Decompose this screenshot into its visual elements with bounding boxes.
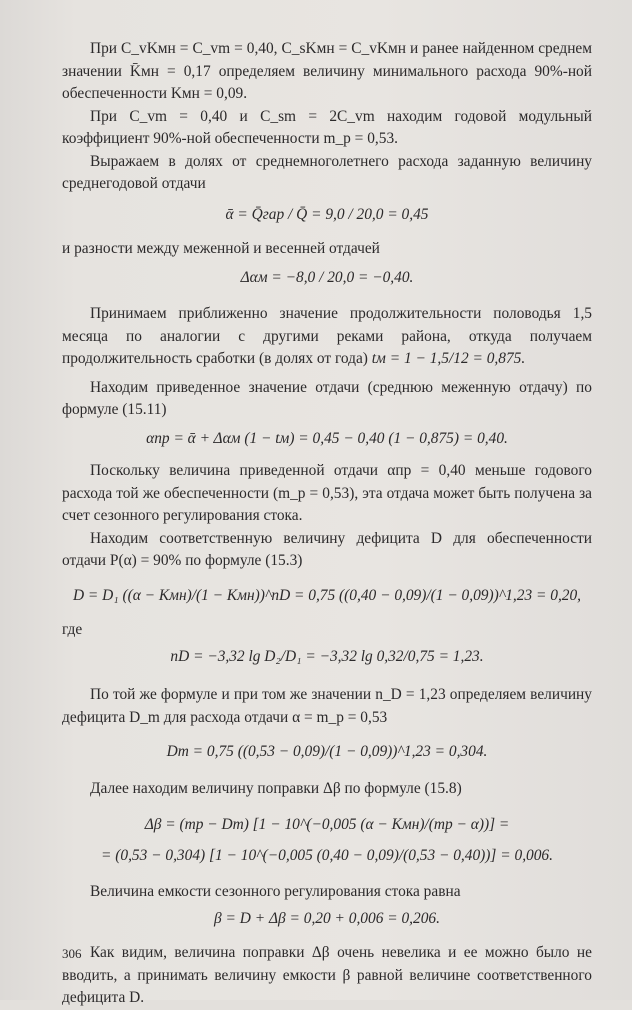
paragraph-2: При C_vm = 0,40 и C_sm = 2C_vm находим годовой модульный коэффициент 90%-ной обеспеченности m_p = 0,53. (62, 107, 592, 147)
formula-delta-beta-2: = (0,53 − 0,304) [1 − 10^(−0,005 (0,40 − 0,09)/(0,53 − 0,40))] = 0,006. (101, 846, 553, 864)
paragraph-5 (62, 303, 592, 371)
formula-delta-alpha: Δαм = −8,0 / 20,0 = −0,40. (240, 268, 414, 286)
paragraph-7: Поскольку величина приведенной отдачи αпр = 0,40 меньше годового расхода той же обеспеченности (m_p = 0,53), эта отдача может быть получена за счет сезонного регулирования стока. (62, 462, 592, 524)
paragraph-12: Величина емкости сезонного регулирования стока равна (90, 883, 461, 900)
paragraph-3: Выражаем в долях от среднемноголетнего расхода заданную величину среднегодовой отдачи (62, 152, 592, 192)
formula-alpha-bar: ᾱ = Q̄гар / Q̄ = 9,0 / 20,0 = 0,45 (225, 205, 429, 223)
formula-delta-beta-1: Δβ = (mp − Dm) [1 − 10^(−0,005 (α − Kмн)/(mp − α))] = (144, 816, 510, 833)
paragraph-9: где (62, 621, 83, 638)
page-body (62, 38, 592, 1010)
paragraph-1: При C_vKмн = C_vm = 0,40, C_sKмн = C_vKмн и ранее найденном среднем значении K̄мн = 0,17 определяем величину минимального расхода 90%-ной обеспеченности Kмн = 0,09. (62, 40, 592, 102)
formula-nD: nD = −3,32 lg D₂/D₁ = −3,32 lg 0,32/0,75 = 1,23. (170, 647, 484, 665)
paragraph-5-text: Принимаем приближенно значение продолжительности половодья 1,5 месяца по аналогии с другими реками района, откуда получаем продолжительность сработки (в долях от года) (62, 305, 592, 367)
page-number: 306 (62, 946, 82, 961)
paragraph-8: Находим соответственную величину дефицита D для обеспеченности отдачи P(α) = 90% по формуле (15.3) (62, 529, 592, 569)
formula-Dm: Dm = 0,75 ((0,53 − 0,09)/(1 − 0,09))^1,23 = 0,304. (166, 743, 488, 760)
formula-D: D = D₁ ((α − Kмн)/(1 − Kмн))^nD = 0,75 ((0,40 − 0,09)/(1 − 0,09))^1,23 = 0,20, (72, 586, 582, 604)
paragraph-6: Находим приведенное значение отдачи (среднюю меженную отдачу) по формуле (15.11) (62, 378, 592, 418)
paragraph-4: и разности между меженной и весенней отдачей (62, 240, 380, 257)
paragraph-13: Как видим, величина поправки Δβ очень невелика и ее можно было не вводить, а принимать величину емкости β равной величине соответственного дефицита D. (62, 944, 592, 1006)
formula-t-m: tм = 1 − 1,5/12 = 0,875. (371, 350, 526, 367)
formula-beta: β = D + Δβ = 0,20 + 0,006 = 0,206. (214, 909, 440, 927)
formula-alpha-pr: αпр = ᾱ + Δαм (1 − tм) = 0,45 − 0,40 (1 − 0,875) = 0,40. (146, 429, 508, 447)
paragraph-10: По той же формуле и при том же значении n_D = 1,23 определяем величину дефицита D_m для расхода отдачи α = m_p = 0,53 (62, 686, 592, 726)
paragraph-11: Далее находим величину поправки Δβ по формуле (15.8) (90, 779, 462, 797)
